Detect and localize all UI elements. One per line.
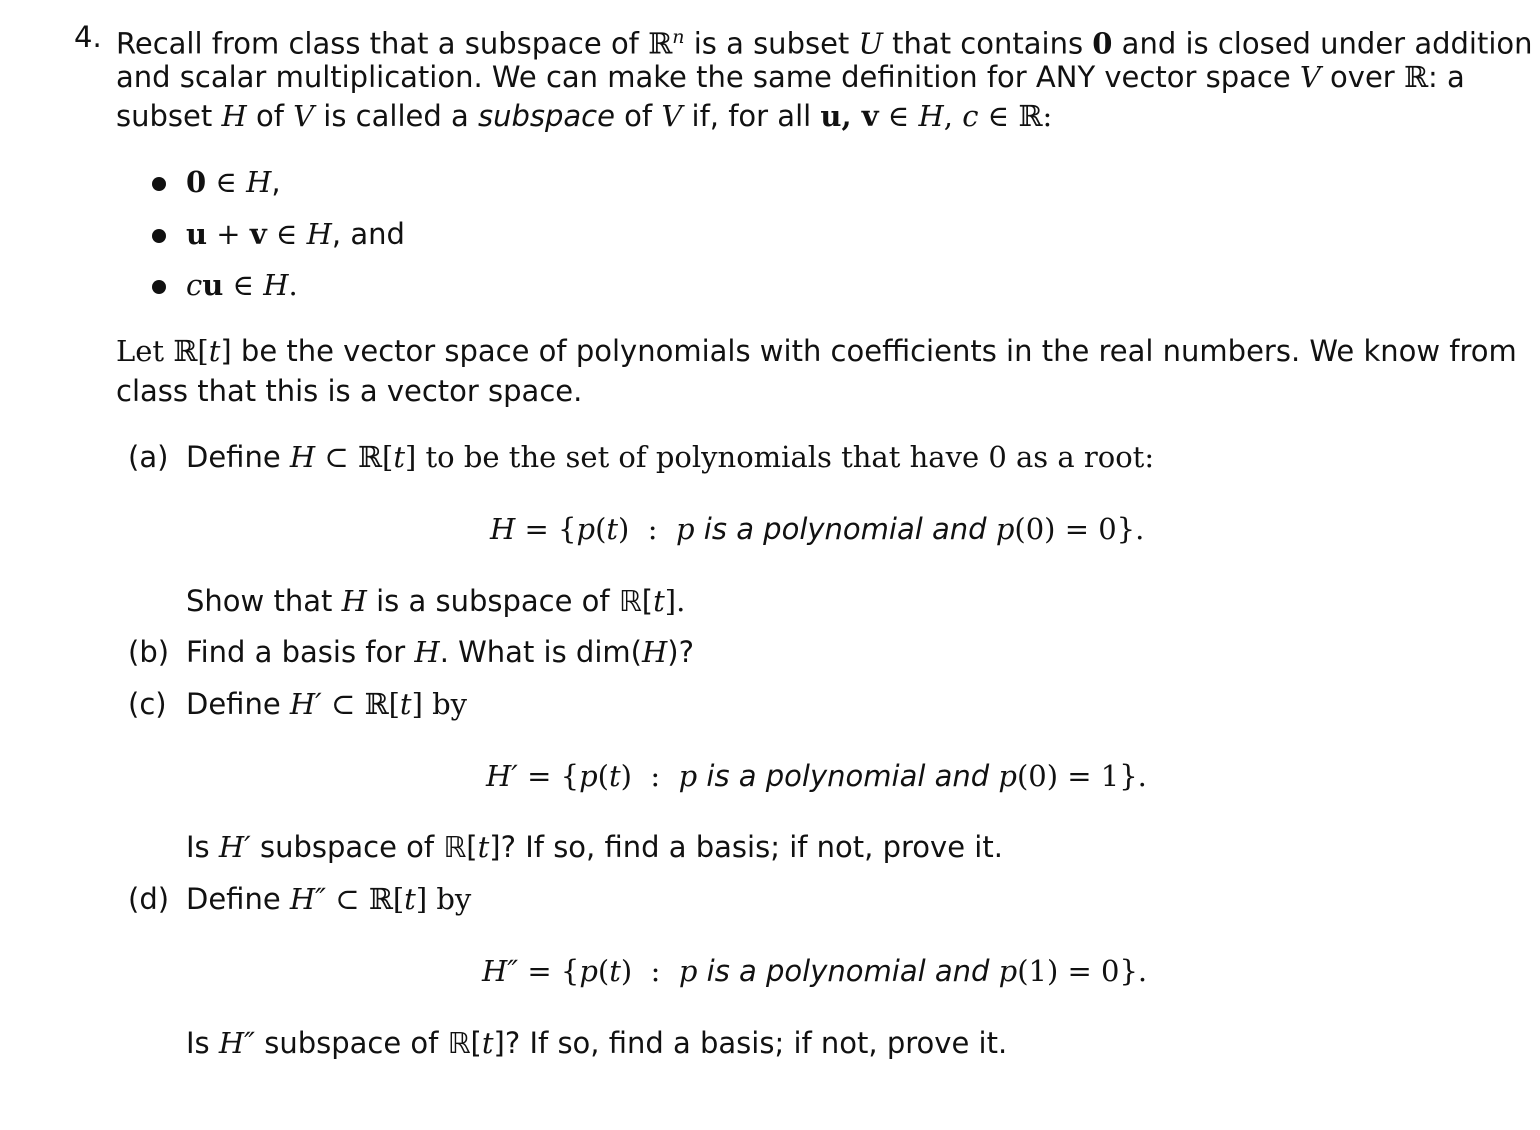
math-op: (1) = 0}.	[1017, 954, 1148, 988]
text: Define	[186, 882, 290, 916]
math-var: H	[263, 268, 289, 302]
math-var: H	[289, 440, 316, 474]
text: ] be the vector space of polynomials with coefficients in the real numbers. We know from	[220, 334, 1517, 368]
text: is called a	[314, 99, 478, 133]
text: class that this is a vector space.	[116, 374, 583, 408]
math-period: .	[288, 268, 298, 302]
text: . What is dim(	[439, 635, 642, 669]
math-var: H	[414, 635, 440, 669]
math-var: H″	[482, 954, 519, 988]
part-c-lead	[186, 684, 467, 724]
math-op: (	[597, 759, 609, 793]
text: ].	[664, 584, 686, 618]
math-var: H	[490, 512, 516, 546]
text: ]? If so, find a basis; if not, prove it.	[489, 830, 1003, 864]
intro-line-3	[116, 96, 1052, 136]
math-in: ∈	[223, 268, 264, 302]
text: subspace of ℝ[	[250, 830, 478, 864]
text: )?	[667, 635, 694, 669]
math-vector-u: u	[202, 268, 224, 302]
math-var: t	[393, 440, 405, 474]
math-comma: ,	[943, 99, 963, 133]
text: Is	[186, 1026, 219, 1060]
text: subspace of ℝ[	[255, 1026, 482, 1060]
part-c-display	[486, 756, 1147, 796]
text: is a subspace of ℝ[	[366, 584, 654, 618]
math-var: H	[918, 99, 944, 133]
math-in: ∈	[206, 165, 247, 199]
math-reals: ℝ	[648, 26, 673, 61]
let-line-1	[116, 331, 1517, 371]
bullet-icon	[152, 177, 166, 191]
math-op: = {	[517, 759, 580, 793]
problem-number: 4.	[74, 20, 102, 54]
text: of	[614, 99, 662, 133]
part-d-label: (d)	[128, 882, 170, 916]
math-var: U	[858, 26, 883, 61]
math-var: t	[608, 759, 621, 793]
math-var: H″	[218, 1026, 256, 1060]
math-var: t	[477, 830, 490, 864]
math-var: p	[676, 512, 695, 546]
text: Find a basis for	[186, 635, 415, 669]
math-var: p	[678, 954, 698, 988]
part-a-display	[490, 509, 1144, 549]
math-var: t	[653, 584, 665, 618]
text: if, for all	[682, 99, 821, 133]
math-var: H″	[289, 882, 327, 916]
math-var: H	[246, 165, 272, 199]
math-var: p	[579, 954, 598, 988]
math-var: H′	[218, 830, 251, 864]
math-var: p	[576, 512, 596, 546]
emphasis-subspace: subspace	[477, 99, 615, 133]
math-var: t	[481, 1026, 494, 1060]
math-op: ) :	[618, 512, 677, 546]
math-vector-v: v	[249, 217, 267, 251]
math-var: t	[399, 687, 412, 721]
math-reals: ℝ	[1403, 60, 1429, 94]
text: Is	[186, 830, 219, 864]
part-a-label: (a)	[128, 440, 169, 474]
let-line-2	[116, 371, 582, 411]
text: ]? If so, find a basis; if not, prove it.	[493, 1026, 1008, 1060]
part-b-text	[186, 632, 694, 672]
math-var: V	[661, 99, 683, 133]
math-in: ∈	[878, 99, 919, 133]
math-var: p	[678, 759, 698, 793]
text: : a	[1428, 60, 1465, 94]
math-var: H	[221, 99, 247, 133]
math-subset-reals: ⊂ ℝ[	[326, 882, 405, 916]
text: that contains	[882, 26, 1093, 61]
math-var: t	[609, 954, 621, 988]
math-zero-vector: 0	[186, 165, 207, 199]
text: over	[1320, 60, 1404, 94]
text-italic: is a polynomial and	[697, 954, 999, 988]
bullet-icon	[152, 229, 166, 243]
math-var: p	[579, 759, 598, 793]
intro-line-2	[116, 57, 1465, 97]
math-var: V	[1299, 60, 1321, 94]
text: ] to be the set of polynomials that have 0 as a root:	[405, 440, 1155, 474]
math-var: H	[306, 217, 332, 251]
text: , and	[331, 217, 405, 251]
text: ] by	[411, 687, 468, 721]
math-op: ) :	[620, 954, 679, 988]
part-d-display	[482, 951, 1147, 991]
math-var: H′	[486, 759, 518, 793]
math-var: V	[293, 99, 315, 133]
math-op: (0) = 0}.	[1014, 512, 1145, 546]
part-a-lead	[186, 437, 1154, 477]
math-op: (	[597, 954, 610, 988]
text: Show that	[186, 584, 342, 618]
text: subset	[116, 99, 222, 133]
part-d-lead	[186, 879, 471, 919]
math-var: p	[998, 954, 1018, 988]
text: and scalar multiplication. We can make the same definition for ANY vector space	[116, 60, 1300, 94]
math-subset-reals: ⊂ ℝ[	[315, 440, 394, 474]
part-c-follow	[186, 827, 1003, 867]
math-subset-reals: ⊂ ℝ[	[321, 687, 400, 721]
text: is a subset	[684, 26, 859, 61]
condition-addition	[186, 214, 405, 254]
math-op: (	[595, 512, 607, 546]
part-b-label: (b)	[128, 635, 170, 669]
text: Recall from class that a subspace of	[116, 26, 649, 61]
math-op: = {	[518, 954, 580, 988]
text-italic: is a polynomial and	[697, 759, 999, 793]
math-exponent: n	[672, 26, 685, 48]
condition-zero	[186, 162, 281, 202]
condition-scalar	[186, 265, 298, 305]
text: ] by	[415, 882, 472, 916]
math-var: H′	[289, 687, 322, 721]
math-op: (0) = 1}.	[1016, 759, 1147, 793]
math-op: = {	[515, 512, 577, 546]
math-plus: +	[207, 217, 250, 251]
math-var: H	[641, 635, 668, 669]
text: Define	[186, 440, 290, 474]
math-var: t	[606, 512, 619, 546]
math-vectors: u, v	[820, 99, 879, 133]
math-var: t	[208, 334, 221, 368]
text: Let ℝ[	[116, 334, 209, 368]
bullet-icon	[152, 280, 166, 294]
math-var: H	[341, 584, 367, 618]
part-a-follow	[186, 581, 685, 621]
math-vector-u: u	[186, 217, 208, 251]
math-op: ) :	[620, 759, 679, 793]
math-zero-vector: 0	[1092, 26, 1113, 61]
math-scalar: c	[186, 268, 203, 302]
part-d-follow	[186, 1023, 1007, 1063]
text: ,	[271, 165, 281, 199]
math-var: p	[998, 759, 1017, 793]
math-var: c	[962, 99, 979, 133]
text: Define	[186, 687, 290, 721]
text: and is closed under addition	[1112, 26, 1533, 61]
math-in-reals: ∈ ℝ:	[978, 99, 1053, 133]
math-var: t	[404, 882, 416, 916]
text-italic: is a polynomial and	[694, 512, 996, 546]
math-var: p	[995, 512, 1015, 546]
math-in: ∈	[266, 217, 307, 251]
part-c-label: (c)	[128, 687, 167, 721]
text: of	[246, 99, 294, 133]
